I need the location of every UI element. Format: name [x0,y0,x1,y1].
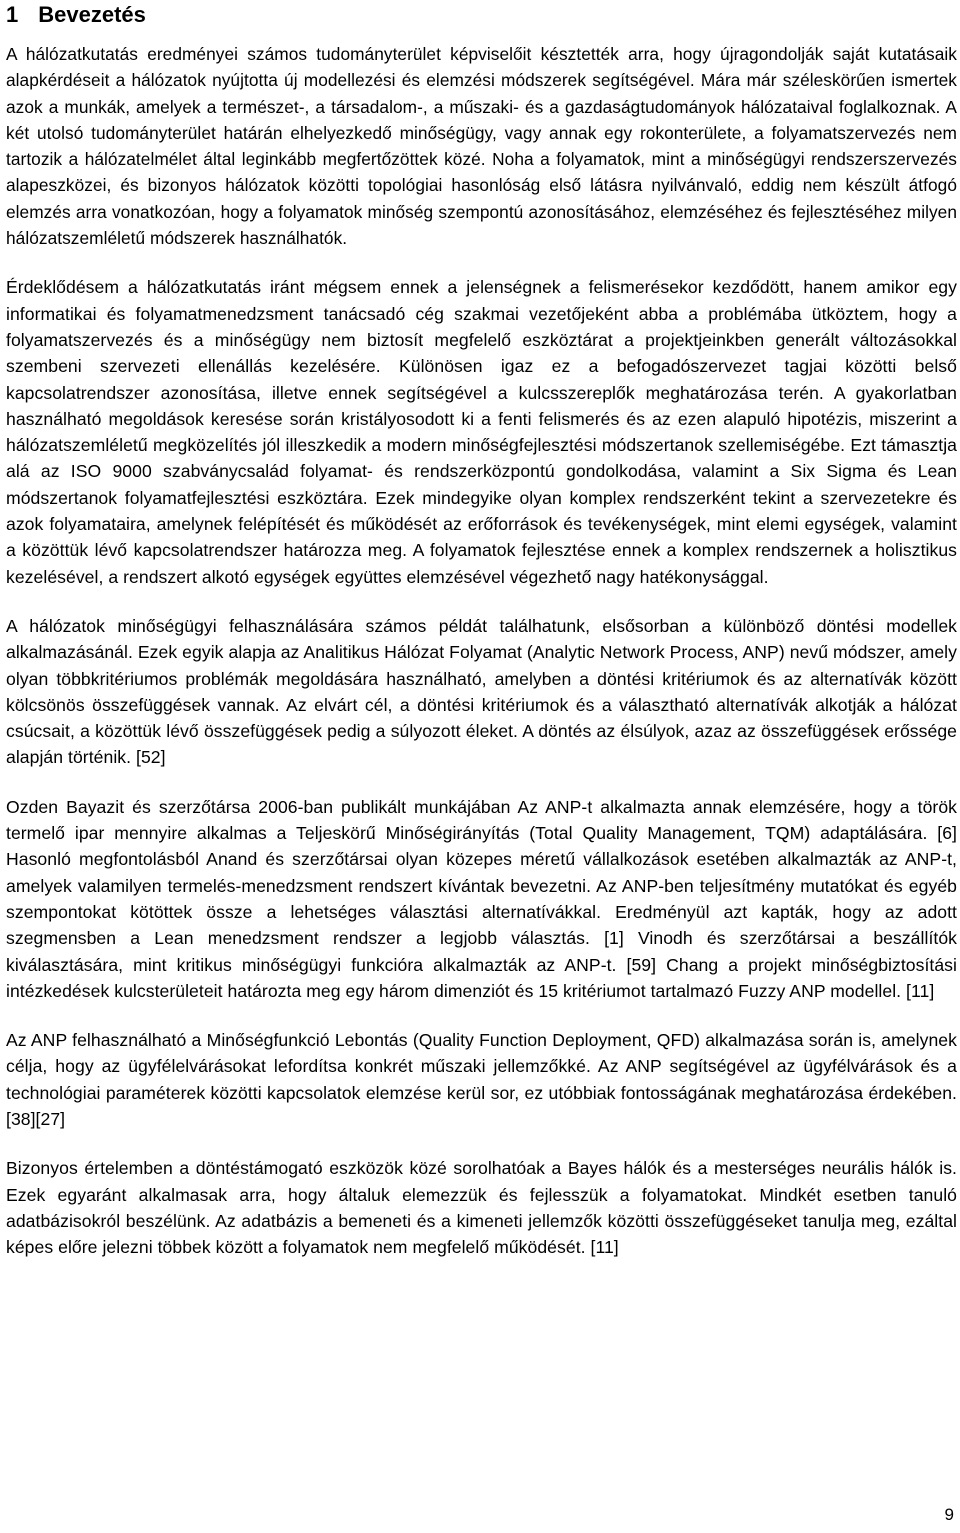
chapter-number: 1 [6,2,19,27]
chapter-heading [6,0,957,28]
paragraph: Bizonyos értelemben a döntéstámogató eszközök közé sorolhatóak a Bayes hálók és a mesterséges neurális hálók is. Ezek egyaránt alkalmasak arra, hogy általuk elemezzük és fejlesszük a folyamatokat. Mindkét esetben tanuló adatbázisokról beszélünk. Az adatbázis a bemeneti és a kimeneti jellemzők közötti összefüggéseket tanulja meg, ezáltal képes előre jelezni többek között a folyamatok nem megfelelő működését. [11] [6,1158,957,1258]
body-text [6,41,957,1260]
page-number: 9 [944,1505,954,1524]
document-page [6,0,957,1283]
paragraph: A hálózatkutatás eredményei számos tudományterület képviselőit késztették arra, hogy újragondolják saját kutatásaik alapkérdéseit a hálózatok nyújtotta új modellezési és elemzési módszerek segítségével. Mára már széleskörűen ismertek azok a munkák, amelyek a természet-, a társadalom-, a műszaki- és a gazdaságtudományok hálózataival foglalkoznak. A két utolsó tudományterület határán elhelyezkedő minőségügy, vagy annak egy rokonterülete, a folyamatszervezés nem tartozik a hálózatelmélet által leginkább megfertőzöttek közé. Noha a folyamatok, mint a minőségügyi rendszerszervezés alapeszközei, és bizonyos hálózatok közötti topológiai hasonlóság első látásra nyilvánvaló, eddig nem készült átfogó elemzés arra vonatkozóan, hogy a folyamatok minőség szempontú azonosításához, elemzéséhez és fejlesztéséhez milyen hálózatszemléletű módszerek használhatók. [6,44,957,249]
paragraph: Az ANP felhasználható a Minőségfunkció Lebontás (Quality Function Deployment, QFD) alkalmazása során is, amelynek célja, hogy az ügyfélelvárásokat lefordítsa konkrét műszaki jellemzőkké. Az ANP segítségével az ügyfélvárások és a technológiai paraméterek közötti kapcsolatok elemzése kerül sor, ez utóbbiak fontosságának meghatározása érdekében. [38][27] [6,1030,957,1129]
chapter-title: Bevezetés [38,2,146,27]
paragraph: Érdeklődésem a hálózatkutatás iránt mégsem ennek a jelenségnek a felismerésekor kezdődött, hanem amikor egy informatikai és folyamatmenedzsment tanácsadó cég szakmai vezetőjeként abba a problémába ütköztem, hogy a folyamatszervezés és a minőségügy nem biztosít megfelelő eszköztárat a projektjeinkben generált változásokkal szembeni szervezeti ellenállás kezelésére. Különösen igaz ez a befogadószervezet tagjai közötti belső kapcsolatrendszer azonosítása, illetve ennek segítségével a kulcsszereplők meghatározása terén. A gyakorlatban használható megoldások keresése során kristályosodott ki a fenti felismerés és az ezen alapuló hipotézis, miszerint a hálózatszemléletű megközelítés jól illeszkedik a modern minőségfejlesztési módszertanok szellemiségébe. Ezt támasztja alá az ISO 9000 szabványcsalád folyamat- és rendszerközpontú gondolkodása, valamint a Six Sigma és Lean módszertanok folyamatfejlesztési eszköztára. Ezek mindegyike olyan komplex rendszerként tekint a szervezetekre és azok folyamataira, amelynek felépítését és működését az erőforrások és tevékenységek, mint elemi egységek, valamint a közöttük lévő kapcsolatrendszer határozza meg. A folyamatok fejlesztése ennek a komplex rendszernek a holisztikus kezelésével, a rendszert alkotó egységek együttes elemzésével végezhető nagy hatékonysággal. [6,277,957,587]
paragraph: A hálózatok minőségügyi felhasználására számos példát találhatunk, elsősorban a különböző döntési modellek alkalmazásánál. Ezek egyik alapja az Analitikus Hálózat Folyamat (Analytic Network Process, ANP) nevű módszer, amely olyan többkritériumos problémák megoldására használható, amelyben a döntési kritériumok és az alternatívák között kölcsönös összefüggések vannak. Az elvárt cél, a döntési kritériumok és a választható alternatívák alkotják a hálózat csúcsait, a közöttük lévő összefüggések pedig a súlyozott éleket. A döntés az élsúlyok, azaz az összefüggések erőssége alapján történik. [52] [6,615,957,768]
paragraph: Ozden Bayazit és szerzőtársa 2006-ban publikált munkájában Az ANP-t alkalmazta annak elemzésére, hogy a török termelő ipar mennyire alkalmas a Teljeskörű Minőségirányítás (Total Quality Management, TQM) adaptálására. [6] Hasonló megfontolásból Anand és szerzőtársai olyan közepes méretű vállalkozások esetében alkalmazták az ANP-t, amelyek valamilyen termelés-menedzsment rendszert kívántak bevezetni. Az ANP-ben teljesítmény mutatókat és egyéb szempontokat kötöttek össze a lehetséges választási alternatívákkal. Eredményül azt kapták, hogy az adott szegmensben a Lean menedzsment rendszer a legjobb választás. [1] Vinodh és szerzőtársai a beszállítók kiválasztására, mint kritikus minőségügyi funkcióra alkalmazták az ANP-t. [59] Chang a projekt minőségbiztosítási intézkedések kulcsterületeit határozta meg egy három dimenziót és 15 kritériumot tartalmazó Fuzzy ANP modellel. [11] [6,796,957,1001]
